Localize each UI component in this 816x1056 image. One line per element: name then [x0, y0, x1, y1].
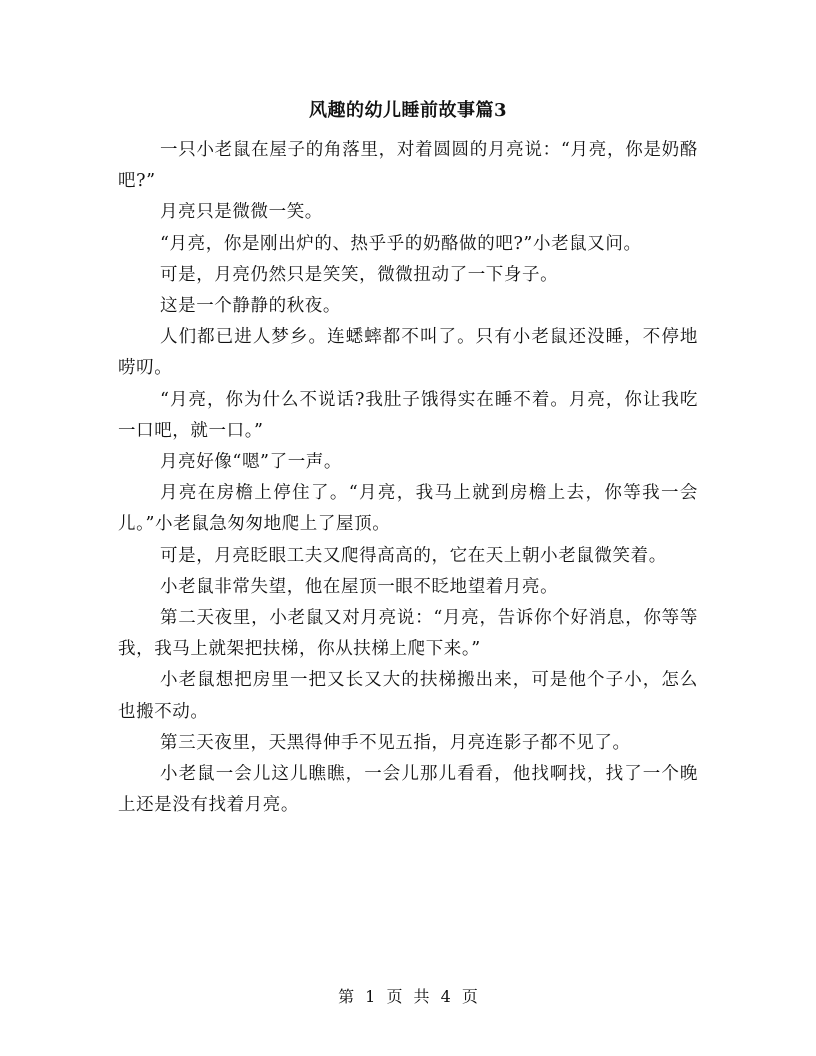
paragraph: 月亮只是微微一笑。 — [160, 202, 323, 223]
paragraph: “月亮，你为什么不说话?我肚子饿得实在睡不着。月亮，你让我吃一口吧，就一口。” — [118, 389, 698, 441]
paragraph: 小老鼠非常失望，他在屋顶一眼不眨地望着月亮。 — [160, 576, 559, 597]
paragraph: “月亮，你是刚出炉的、热乎乎的奶酪做的吧?”小老鼠又问。 — [160, 233, 642, 254]
paragraph: 一只小老鼠在屋子的角落里，对着圆圆的月亮说：“月亮，你是奶酪吧?” — [118, 140, 698, 192]
paragraph: 人们都已进人梦乡。连蟋蟀都不叫了。只有小老鼠还没睡，不停地唠叨。 — [118, 327, 698, 379]
paragraph: 可是，月亮仍然只是笑笑，微微扭动了一下身子。 — [160, 264, 559, 285]
paragraph: 可是，月亮眨眼工夫又爬得高高的，它在天上朝小老鼠微笑着。 — [160, 545, 667, 566]
document-body — [118, 135, 698, 821]
paragraph: 月亮在房檐上停住了。“月亮，我马上就到房檐上去，你等我一会儿。”小老鼠急匆匆地爬上了屋顶。 — [118, 483, 698, 535]
paragraph: 小老鼠一会儿这儿瞧瞧，一会儿那儿看看，他找啊找，找了一个晚上还是没有找着月亮。 — [118, 764, 698, 816]
document-title: 风趣的幼儿睡前故事篇3 — [308, 100, 508, 121]
paragraph: 这是一个静静的秋夜。 — [160, 296, 341, 317]
paragraph: 第三天夜里，天黑得伸手不见五指，月亮连影子都不见了。 — [160, 732, 631, 753]
paragraph: 小老鼠想把房里一把又长又大的扶梯搬出来，可是他个子小，怎么也搬不动。 — [118, 670, 698, 722]
paragraph: 月亮好像“嗯”了一声。 — [160, 452, 342, 473]
paragraph: 第二天夜里，小老鼠又对月亮说：“月亮，告诉你个好消息，你等等我，我马上就架把扶梯，你从扶梯上爬下来。” — [118, 608, 698, 660]
page-number-footer: 第 1 页 共 4 页 — [338, 987, 478, 1006]
